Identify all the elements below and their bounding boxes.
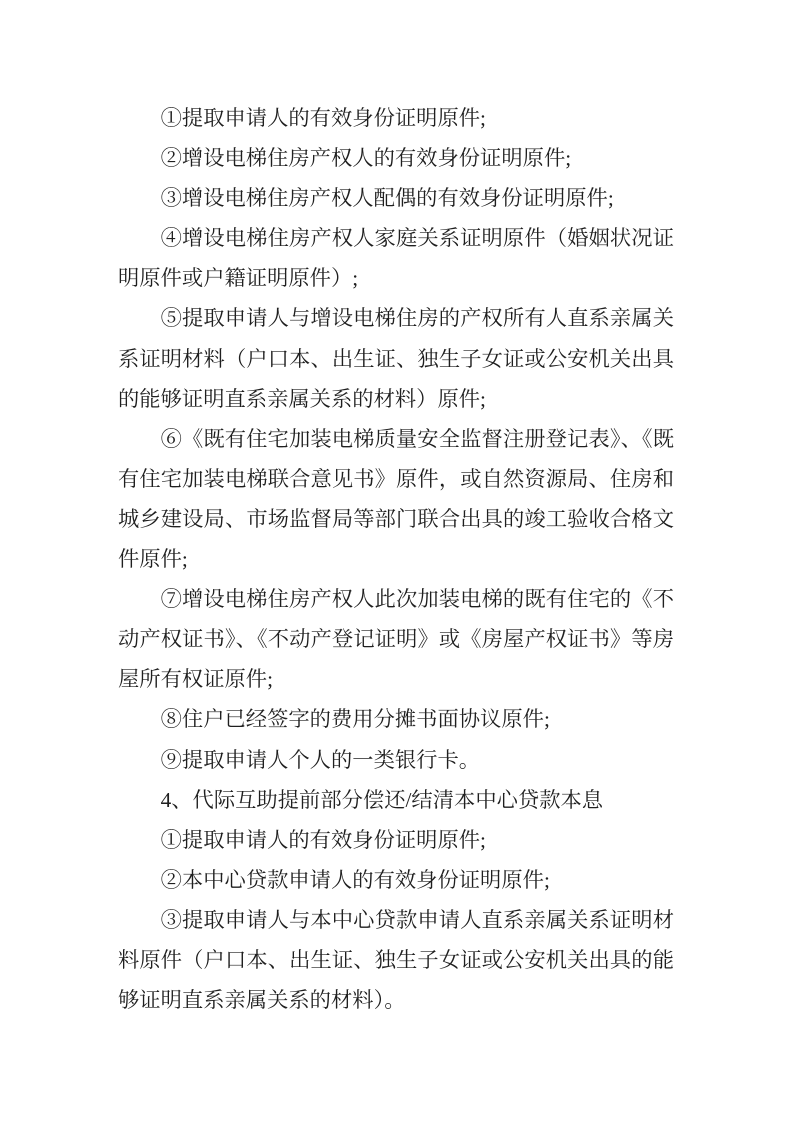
paragraph: ②增设电梯住房产权人的有效身份证明原件; — [160, 146, 572, 171]
document-body — [118, 98, 674, 1020]
paragraph: ⑤提取申请人与增设电梯住房的产权所有人直系亲属关系证明材料（户口本、出生证、独生子女证或公安机关出具的能够证明直系亲属关系的材料）原件; — [118, 306, 674, 411]
paragraph: ①提取申请人的有效身份证明原件; — [160, 827, 486, 852]
paragraph: ⑨提取申请人个人的一类银行卡。 — [160, 747, 481, 772]
paragraph: ③增设电梯住房产权人配偶的有效身份证明原件; — [160, 186, 614, 211]
paragraph: ⑦增设电梯住房产权人此次加装电梯的既有住宅的《不动产权证书》、《不动产登记证明》或《房屋产权证书》等房屋所有权证原件; — [118, 587, 674, 692]
paragraph: ①提取申请人的有效身份证明原件; — [160, 106, 486, 130]
paragraph: ⑧住户已经签字的费用分摊书面协议原件; — [160, 707, 550, 732]
paragraph: 4、代际互助提前部分偿还/结清本中心贷款本息 — [160, 787, 604, 812]
paragraph: ②本中心贷款申请人的有效身份证明原件; — [160, 867, 550, 892]
paragraph: ④增设电梯住房产权人家庭关系证明原件（婚姻状况证明原件或户籍证明原件）; — [118, 226, 674, 291]
paragraph: ⑥《既有住宅加装电梯质量安全监督注册登记表》、《既有住宅加装电梯联合意见书》原件，或自然资源局、住房和城乡建设局、市场监督局等部门联合出具的竣工验收合格文件原件; — [118, 426, 674, 572]
paragraph: ③提取申请人与本中心贷款申请人直系亲属关系证明材料原件（户口本、出生证、独生子女证或公安机关出具的能够证明直系亲属关系的材料）。 — [118, 907, 674, 1013]
